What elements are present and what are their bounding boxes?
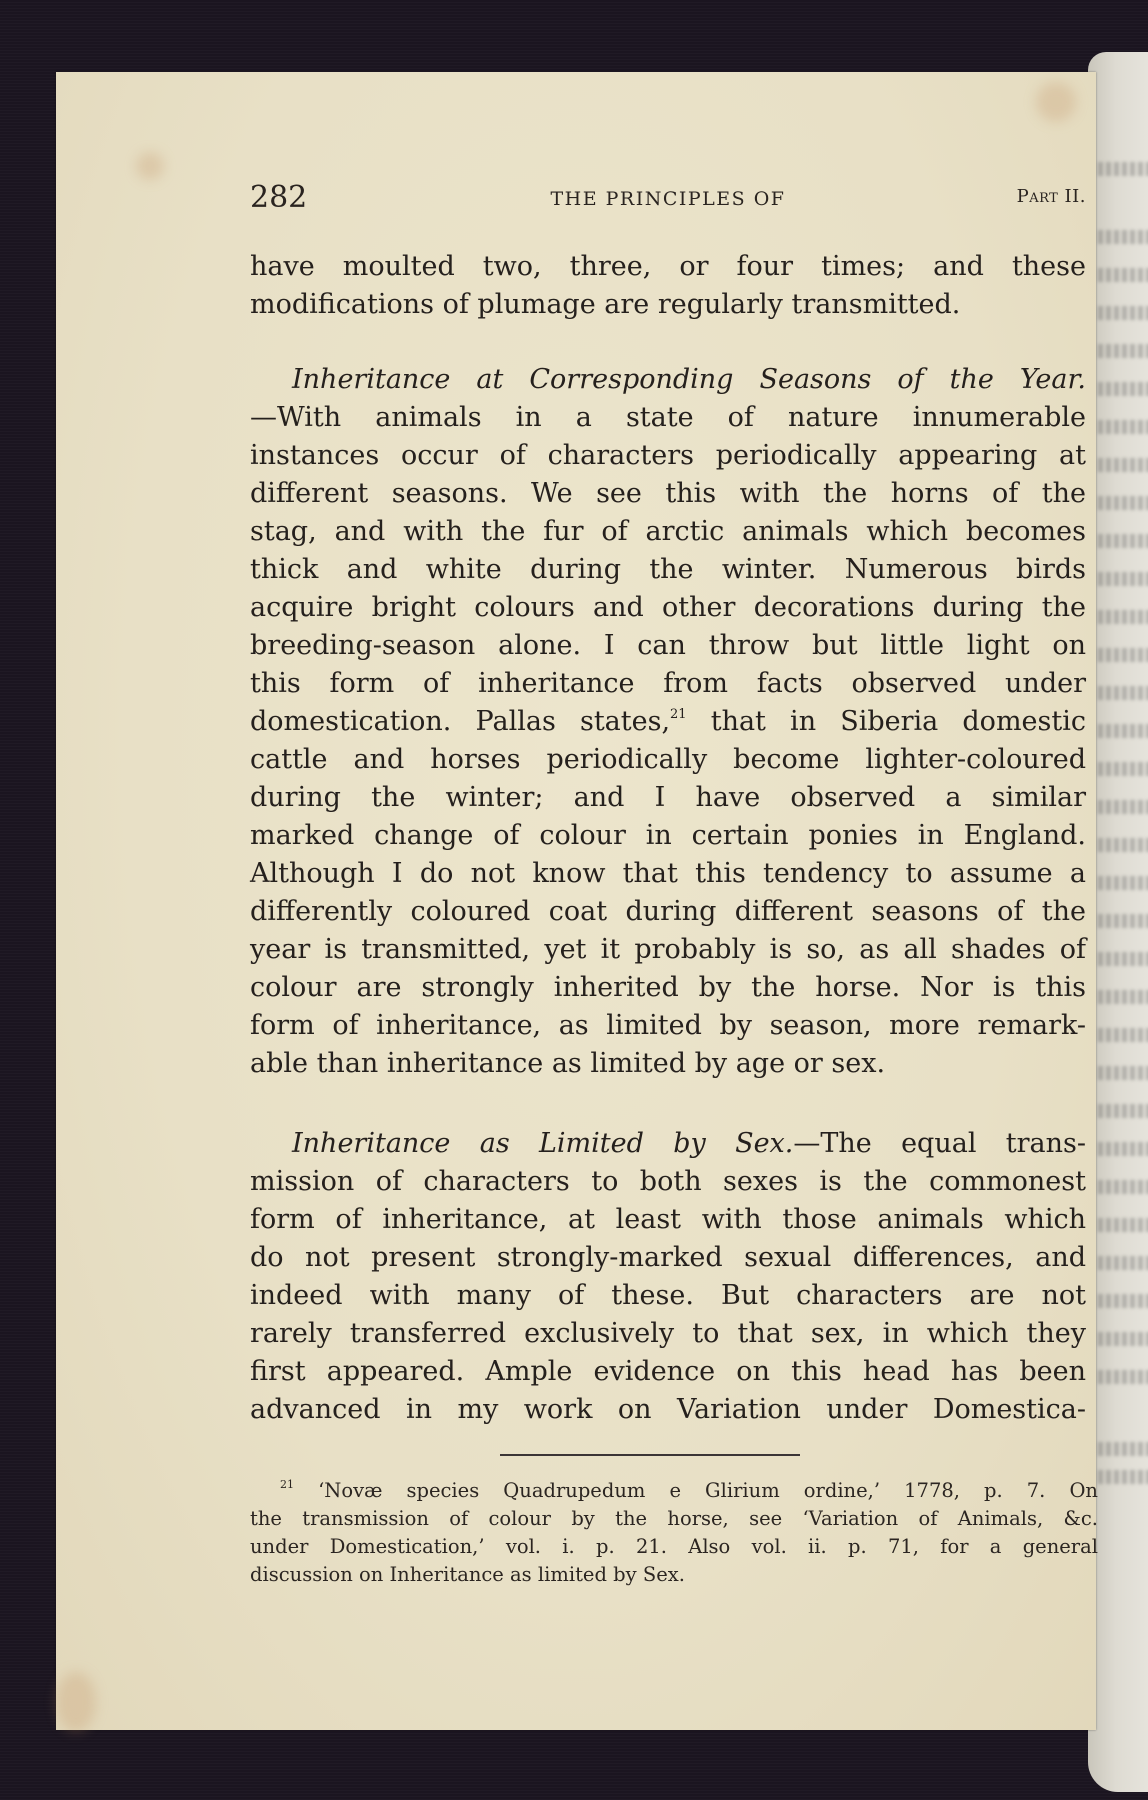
- text-line: breeding-season alone. I can throw but little light on: [250, 630, 1086, 661]
- ghost-text-line: [1098, 1218, 1148, 1232]
- footnote-line: under Domestication,’ vol. i. p. 21. Also vol. ii. p. 71, for a general: [250, 1535, 1098, 1558]
- footnote-line: the transmission of colour by the horse, see ‘Variation of Animals, &c.: [250, 1507, 1098, 1530]
- text-line: able than inheritance as limited by age or sex.: [250, 1048, 886, 1079]
- page-number: 282: [250, 180, 308, 215]
- text-line: first appeared. Ample evidence on this head has been: [250, 1356, 1086, 1387]
- section-heading-line: [292, 1125, 1086, 1163]
- ghost-text-line: [1098, 382, 1148, 396]
- ghost-text-line: [1098, 268, 1148, 282]
- text-line: rarely transferred exclusively to that sex, in which they: [250, 1318, 1086, 1349]
- text-line: indeed with many of these. But characters are not: [250, 1280, 1086, 1311]
- ghost-text-line: [1098, 610, 1148, 624]
- text-line: do not present strongly-marked sexual differences, and: [250, 1242, 1086, 1273]
- ghost-text-line: [1098, 1442, 1148, 1456]
- ghost-text-line: [1098, 838, 1148, 852]
- text-segment: —The equal trans-: [793, 1128, 1086, 1159]
- footnote-line: discussion on Inheritance as limited by Sex.: [250, 1563, 685, 1586]
- ghost-text-line: [1098, 952, 1148, 966]
- running-title: THE PRINCIPLES OF: [550, 188, 786, 210]
- part-label: Part II.: [1016, 186, 1086, 207]
- ghost-text-line: [1098, 496, 1148, 510]
- book-page: [56, 72, 1096, 1730]
- text-line: cattle and horses periodically become lighter-coloured: [250, 744, 1086, 775]
- ghost-text-line: [1098, 1370, 1148, 1384]
- ghost-text-line: [1098, 1066, 1148, 1080]
- text-line: colour are strongly inherited by the horse. Nor is this: [250, 972, 1086, 1003]
- text-line: this form of inheritance from facts observed under: [250, 668, 1086, 699]
- ghost-text-line: [1098, 534, 1148, 548]
- text-line: instances occur of characters periodically appearing at: [250, 440, 1086, 471]
- footnote-line: [280, 1477, 1098, 1505]
- text-segment: ‘Novæ species Quadrupedum e Glirium ordine,’ 1778, p. 7. On: [294, 1479, 1098, 1502]
- ghost-text-line: [1098, 420, 1148, 434]
- footnote-number: 21: [280, 1478, 294, 1491]
- ghost-text-line: [1098, 1256, 1148, 1270]
- ghost-text-line: [1098, 1332, 1148, 1346]
- text-line: form of inheritance, at least with those animals which: [250, 1204, 1086, 1235]
- ghost-text-line: [1098, 162, 1148, 176]
- ghost-text-line: [1098, 572, 1148, 586]
- ghost-text-line: [1098, 800, 1148, 814]
- text-line: stag, and with the fur of arctic animals which becomes: [250, 516, 1086, 547]
- text-line: mission of characters to both sexes is the commonest: [250, 1166, 1086, 1197]
- ghost-text-line: [1098, 344, 1148, 358]
- ghost-text-line: [1098, 1470, 1148, 1484]
- running-header: [250, 180, 1086, 220]
- text-line: form of inheritance, as limited by season, more remark-: [250, 1010, 1086, 1041]
- text-line: advanced in my work on Variation under Domestica-: [250, 1394, 1086, 1425]
- text-line: modifications of plumage are regularly transmitted.: [250, 289, 961, 320]
- text-line: year is transmitted, yet it probably is so, as all shades of: [250, 934, 1086, 965]
- ghost-text-line: [1098, 1104, 1148, 1118]
- text-line: —With animals in a state of nature innumerable: [250, 402, 1086, 433]
- ghost-text-line: [1098, 724, 1148, 738]
- text-line: thick and white during the winter. Numerous birds: [250, 554, 1086, 585]
- text-line: differently coloured coat during different seasons of the: [250, 896, 1086, 927]
- ghost-text-line: [1098, 1180, 1148, 1194]
- text-segment: domestication. Pallas states,: [250, 706, 671, 737]
- footnote-divider: [500, 1454, 800, 1456]
- ghost-text-line: [1098, 1294, 1148, 1308]
- ghost-text-line: [1098, 686, 1148, 700]
- text-line: marked change of colour in certain ponies in England.: [250, 820, 1086, 851]
- paper-stain: [1036, 82, 1076, 122]
- ghost-text-line: [1098, 458, 1148, 472]
- text-line: have moulted two, three, or four times; and these: [250, 251, 1086, 282]
- ghost-text-line: [1098, 306, 1148, 320]
- ghost-text-line: [1098, 648, 1148, 662]
- section-heading: Inheritance as Limited by Sex.: [292, 1128, 794, 1159]
- ghost-text-line: [1098, 1028, 1148, 1042]
- text-line: different seasons. We see this with the horns of the: [250, 478, 1086, 509]
- section-heading: Inheritance at Corresponding Seasons of the Year.: [292, 364, 1086, 395]
- ghost-text-line: [1098, 762, 1148, 776]
- ghost-text-line: [1098, 230, 1148, 244]
- text-line: acquire bright colours and other decorations during the: [250, 592, 1086, 623]
- text-line: during the winter; and I have observed a similar: [250, 782, 1086, 813]
- text-line: Although I do not know that this tendency to assume a: [250, 858, 1086, 889]
- paper-stain: [56, 1672, 96, 1732]
- footnote-reference[interactable]: 21: [670, 707, 687, 722]
- text-segment: that in Siberia domestic: [686, 706, 1086, 737]
- ghost-text-line: [1098, 1142, 1148, 1156]
- paper-stain: [136, 152, 164, 180]
- ghost-text-line: [1098, 990, 1148, 1004]
- ghost-text-line: [1098, 914, 1148, 928]
- text-line-with-footnote-ref: [250, 703, 1086, 741]
- ghost-text-line: [1098, 876, 1148, 890]
